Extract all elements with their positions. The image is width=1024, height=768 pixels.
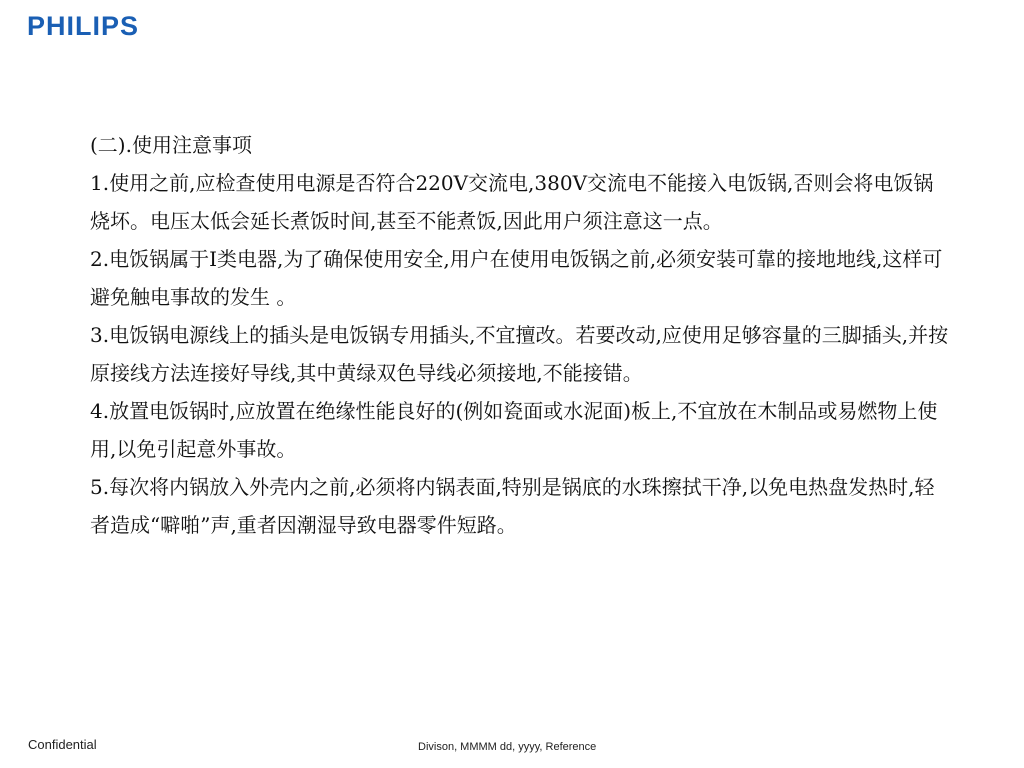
paragraph-5: 5.每次将内锅放入外壳内之前,必须将内锅表面,特别是锅底的水珠擦拭干净,以免电热盘发热时,轻者造成“噼啪”声,重者因潮湿导致电器零件短路。 (90, 475, 935, 537)
slide-content (90, 126, 950, 544)
philips-logo: PHILIPS (27, 11, 140, 41)
paragraph-4: 4.放置电饭锅时,应放置在绝缘性能良好的(例如瓷面或水泥面)板上,不宜放在木制品或易燃物上使用,以免引起意外事故。 (90, 399, 938, 461)
footer-reference: Divison, MMMM dd, yyyy, Reference (418, 741, 597, 753)
paragraph-1: 1.使用之前,应检查使用电源是否符合220V交流电,380V交流电不能接入电饭锅,否则会将电饭锅烧坏。电压太低会延长煮饭时间,甚至不能煮饭,因此用户须注意这一点。 (90, 171, 934, 233)
section-heading: (二).使用注意事项 (90, 133, 252, 157)
paragraph-2: 2.电饭锅属于I类电器,为了确保使用安全,用户在使用电饭锅之前,必须安装可靠的接地地线,这样可避免触电事故的发生 。 (90, 247, 943, 309)
footer-confidential: Confidential (28, 737, 97, 752)
paragraph-3: 3.电饭锅电源线上的插头是电饭锅专用插头,不宜擅改。若要改动,应使用足够容量的三脚插头,并按原接线方法连接好导线,其中黄绿双色导线必须接地,不能接错。 (90, 323, 949, 385)
